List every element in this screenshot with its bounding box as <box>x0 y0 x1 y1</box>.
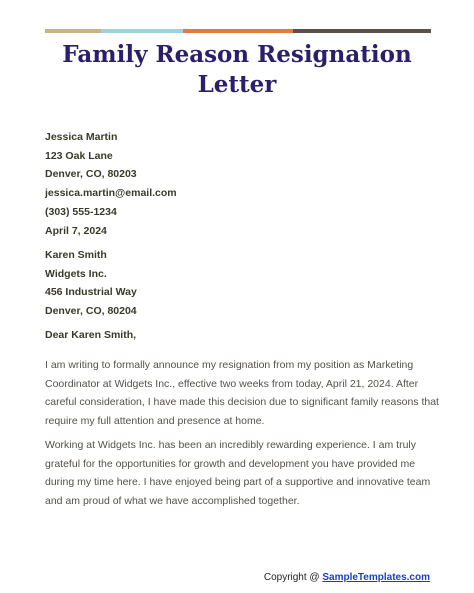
sample-templates-link[interactable]: SampleTemplates.com <box>322 572 430 583</box>
body-paragraph-2: Working at Widgets Inc. has been an incredibly rewarding experience. I am truly grateful for the opportunities for growth and development you have provided me during my time here. I have enjoyed being part of a supportive and innovative team and am proud of what we have accomplished together. <box>45 439 431 508</box>
letter-title: Family Reason Resignation Letter <box>62 41 412 98</box>
color-bar-segment-4 <box>293 29 431 33</box>
recipient-street: 456 Industrial Way <box>45 286 137 299</box>
copyright-footer <box>264 571 430 585</box>
recipient-company: Widgets Inc. <box>45 267 107 280</box>
copyright-label: Copyright @ <box>263 572 320 583</box>
sender-phone: (303) 555-1234 <box>45 205 117 218</box>
recipient-name: Karen Smith <box>45 249 107 261</box>
sender-address-block <box>45 128 177 240</box>
color-bar-segment-2 <box>101 29 183 33</box>
recipient-address-block <box>45 246 137 321</box>
color-bar-segment-1 <box>45 29 101 33</box>
sender-email: jessica.martin@email.com <box>45 187 177 200</box>
salutation: Dear Karen Smith, <box>45 329 137 341</box>
body-paragraph-1: I am writing to formally announce my resignation from my position as Marketing Coordinator at Widgets Inc., effective two weeks from today, April 21, 2024. After careful consideration, I have made this decision due to significant family reasons that require my full attention and presence at home. <box>45 359 439 428</box>
sender-name: Jessica Martin <box>45 131 118 143</box>
recipient-city: Denver, CO, 80204 <box>45 305 137 318</box>
sender-city: Denver, CO, 80203 <box>45 168 137 181</box>
color-bar-segment-3 <box>183 29 293 33</box>
letter-date: April 7, 2024 <box>45 224 107 237</box>
decorative-color-bar <box>45 29 431 33</box>
sender-street: 123 Oak Lane <box>45 149 113 162</box>
